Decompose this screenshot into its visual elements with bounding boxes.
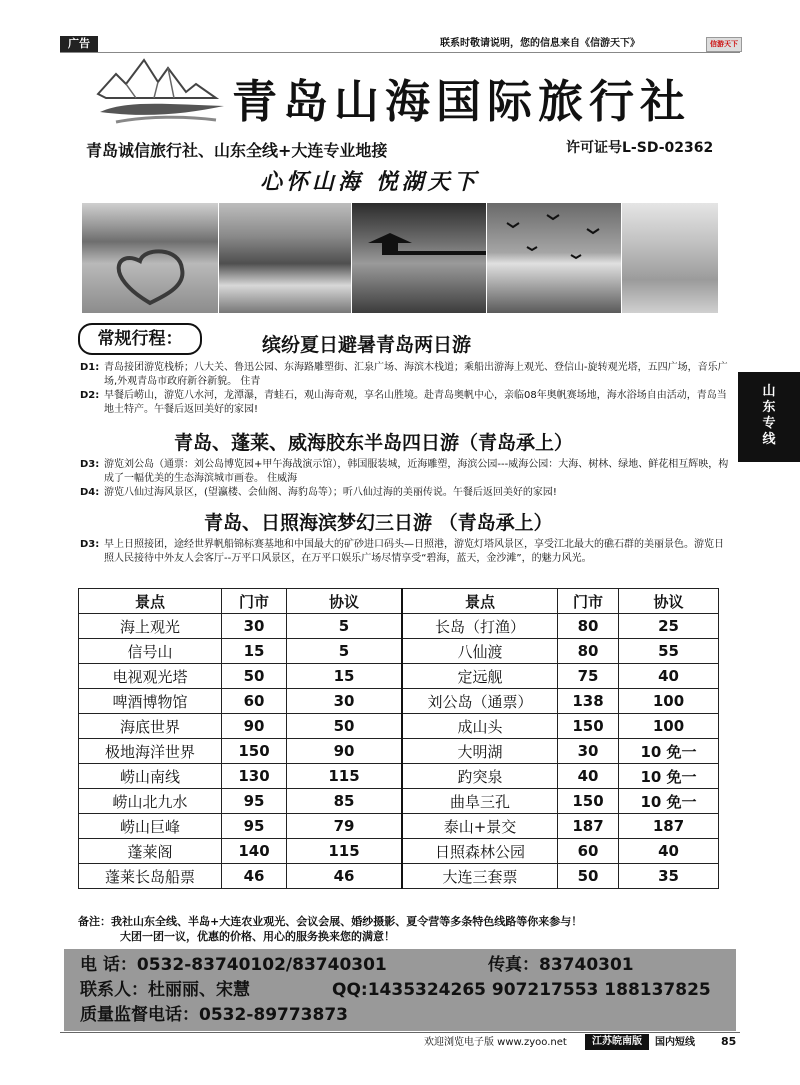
- attraction-name: 泰山+景交: [402, 814, 558, 839]
- table-row: [79, 689, 719, 714]
- agreement-price: 30: [287, 689, 403, 714]
- phone-number: 电 话：0532-83740102/83740301: [80, 955, 387, 975]
- col-header: 景点: [79, 589, 222, 614]
- slogan: 心怀山海 悦湖天下: [260, 169, 480, 195]
- agreement-price: 5: [287, 639, 403, 664]
- side-tab-label: 山东专线: [762, 384, 776, 447]
- seagulls-photo: [487, 203, 621, 313]
- sea-waves-photo: [219, 203, 351, 313]
- footer-website: 欢迎浏览电子版 www.zyoo.net: [424, 1037, 567, 1048]
- day-text: 游览八仙过海风景区，(望瀛楼、会仙阁、海豹岛等）；听八仙过海的美丽传说。午餐后返回美好的家园!: [104, 487, 557, 498]
- retail-price: 95: [222, 789, 287, 814]
- table-row: [79, 739, 719, 764]
- footer-edition: 江苏皖南版: [585, 1034, 649, 1050]
- retail-price: 140: [222, 839, 287, 864]
- retail-price: 150: [222, 739, 287, 764]
- col-header: 景点: [402, 589, 558, 614]
- tour-title: 缤纷夏日避暑青岛两日游: [262, 334, 472, 356]
- table-row: [79, 614, 719, 639]
- price-table: [78, 588, 719, 889]
- attraction-name: 定远舰: [402, 664, 558, 689]
- agreement-price: 100: [619, 689, 719, 714]
- tour-itinerary: [80, 538, 730, 566]
- table-row: [79, 639, 719, 664]
- page-number: 85: [721, 1035, 737, 1048]
- col-header: 门市: [222, 589, 287, 614]
- attraction-name: 崂山南线: [79, 764, 222, 789]
- side-tab-shandong: [738, 372, 800, 462]
- day-label: D1:: [80, 362, 100, 373]
- agreement-price: 187: [619, 814, 719, 839]
- magazine-logo: 信游天下: [706, 37, 742, 52]
- notes: [78, 914, 728, 944]
- attraction-name: 崂山北九水: [79, 789, 222, 814]
- col-header: 协议: [619, 589, 719, 614]
- ad-label: 广告: [60, 36, 98, 52]
- agreement-price: 15: [287, 664, 403, 689]
- retail-price: 15: [222, 639, 287, 664]
- agreement-price: 10 免一: [619, 789, 719, 814]
- table-row: [79, 714, 719, 739]
- day-text: 早餐后崂山，游览八水河，龙潭瀑，青蛙石，观山海奇观，享名山胜境。赴青岛奥帆中心，亲临08年奥帆赛场地，海水浴场自由活动，青岛当地土特产。午餐后返回美好的家园!: [104, 390, 727, 415]
- attraction-name: 海底世界: [79, 714, 222, 739]
- shore-shells-photo: [622, 203, 718, 313]
- retail-price: 95: [222, 814, 287, 839]
- agreement-price: 40: [619, 664, 719, 689]
- table-row: [79, 864, 719, 889]
- agreement-price: 90: [287, 739, 403, 764]
- fax-number: 传真：83740301: [488, 955, 634, 975]
- tour-itinerary: [80, 361, 730, 417]
- attraction-name: 崂山巨峰: [79, 814, 222, 839]
- day-label: D4:: [80, 487, 100, 498]
- retail-price: 60: [558, 839, 619, 864]
- agreement-price: 5: [287, 614, 403, 639]
- attraction-name: 海上观光: [79, 614, 222, 639]
- retail-price: 80: [558, 614, 619, 639]
- source-note: 联系时敬请说明，您的信息来自《信游天下》: [440, 38, 640, 49]
- footer-divider: [60, 1032, 740, 1033]
- attraction-name: 趵突泉: [402, 764, 558, 789]
- agreement-price: 40: [619, 839, 719, 864]
- attraction-name: 蓬莱阁: [79, 839, 222, 864]
- day-label: D3:: [80, 459, 100, 470]
- tour-title: 青岛、日照海滨梦幻三日游 （青岛承上）: [204, 512, 553, 534]
- agreement-price: 79: [287, 814, 403, 839]
- retail-price: 30: [222, 614, 287, 639]
- regular-itinerary-label: 常规行程：: [78, 323, 202, 355]
- col-header: 协议: [287, 589, 403, 614]
- table-row: [79, 814, 719, 839]
- contact-block: [64, 949, 736, 1031]
- footer-category: 国内短线: [655, 1037, 695, 1048]
- table-header-row: [79, 589, 719, 614]
- qq-numbers: QQ:1435324265 907217553 188137825: [332, 980, 711, 1000]
- agreement-price: 115: [287, 764, 403, 789]
- retail-price: 46: [222, 864, 287, 889]
- attraction-name: 大连三套票: [402, 864, 558, 889]
- license-number: 许可证号L-SD-02362: [566, 140, 714, 156]
- contact-person: 联系人：杜丽丽、宋慧: [80, 980, 250, 1000]
- retail-price: 130: [222, 764, 287, 789]
- agreement-price: 25: [619, 614, 719, 639]
- retail-price: 40: [558, 764, 619, 789]
- agreement-price: 55: [619, 639, 719, 664]
- day-text: 游览刘公岛（通票：刘公岛博览园+甲午海战演示馆），韩国服装城，近海雕塑，海滨公园---威海公园：大海、树林、绿地、鲜花相互辉映，构成了一幅优美的生态海滨城市画卷。 住威海: [104, 459, 729, 484]
- attraction-name: 信号山: [79, 639, 222, 664]
- agreement-price: 100: [619, 714, 719, 739]
- tour-itinerary: [80, 458, 730, 500]
- retail-price: 187: [558, 814, 619, 839]
- note-line: 备注：我社山东全线、半岛+大连农业观光、会议会展、婚纱摄影、夏令营等多条特色线路等你来参与！: [78, 915, 583, 928]
- retail-price: 150: [558, 789, 619, 814]
- attraction-name: 刘公岛（通票）: [402, 689, 558, 714]
- retail-price: 60: [222, 689, 287, 714]
- table-row: [79, 764, 719, 789]
- attraction-name: 八仙渡: [402, 639, 558, 664]
- table-row: [79, 839, 719, 864]
- retail-price: 90: [222, 714, 287, 739]
- tour-title: 青岛、蓬莱、威海胶东半岛四日游（青岛承上）: [174, 432, 574, 454]
- company-name: 青岛山海国际旅行社: [232, 75, 692, 128]
- agreement-price: 85: [287, 789, 403, 814]
- retail-price: 50: [222, 664, 287, 689]
- attraction-name: 日照森林公园: [402, 839, 558, 864]
- retail-price: 75: [558, 664, 619, 689]
- day-text: 早上日照接团，途经世界帆船锦标赛基地和中国最大的矿砂进口码头—日照港，游览灯塔风景区，享受江北最大的礁石群的美丽景色。游览日照人民接待中外友人会客厅--万平口风景区，在万平口娱乐广场尽情享受“碧海，蓝天，金沙滩”，的魅力风光。: [104, 539, 724, 564]
- attraction-name: 极地海洋世界: [79, 739, 222, 764]
- retail-price: 150: [558, 714, 619, 739]
- table-row: [79, 789, 719, 814]
- agreement-price: 10 免一: [619, 739, 719, 764]
- table-row: [79, 664, 719, 689]
- attraction-name: 大明湖: [402, 739, 558, 764]
- day-text: 青岛接团游览栈桥；八大关、鲁迅公园、东海路雕塑街、汇泉广场、海滨木栈道；乘船出游海上观光、登信山-旋转观光塔，五四广场，音乐广场,外观青岛市政府新谷新貌。 住青: [104, 362, 728, 387]
- retail-price: 30: [558, 739, 619, 764]
- retail-price: 80: [558, 639, 619, 664]
- beach-heart-photo: [82, 203, 218, 313]
- attraction-name: 曲阜三孔: [402, 789, 558, 814]
- attraction-name: 长岛（打渔）: [402, 614, 558, 639]
- attraction-name: 成山头: [402, 714, 558, 739]
- attraction-name: 电视观光塔: [79, 664, 222, 689]
- col-header: 门市: [558, 589, 619, 614]
- agreement-price: 35: [619, 864, 719, 889]
- agreement-price: 10 免一: [619, 764, 719, 789]
- retail-price: 138: [558, 689, 619, 714]
- day-label: D3:: [80, 539, 100, 550]
- note-line: 大团一团一议，优惠的价格、用心的服务换来您的满意！: [120, 930, 395, 943]
- pier-pavilion-photo: [352, 203, 486, 313]
- agreement-price: 50: [287, 714, 403, 739]
- attraction-name: 啤酒博物馆: [79, 689, 222, 714]
- agreement-price: 115: [287, 839, 403, 864]
- mountain-logo-icon: [96, 54, 226, 134]
- attraction-name: 蓬莱长岛船票: [79, 864, 222, 889]
- retail-price: 50: [558, 864, 619, 889]
- agreement-price: 46: [287, 864, 403, 889]
- subtitle: 青岛诚信旅行社、山东全线+大连专业地接: [86, 141, 388, 160]
- quality-hotline: 质量监督电话：0532-89773873: [80, 1005, 348, 1025]
- day-label: D2:: [80, 390, 100, 401]
